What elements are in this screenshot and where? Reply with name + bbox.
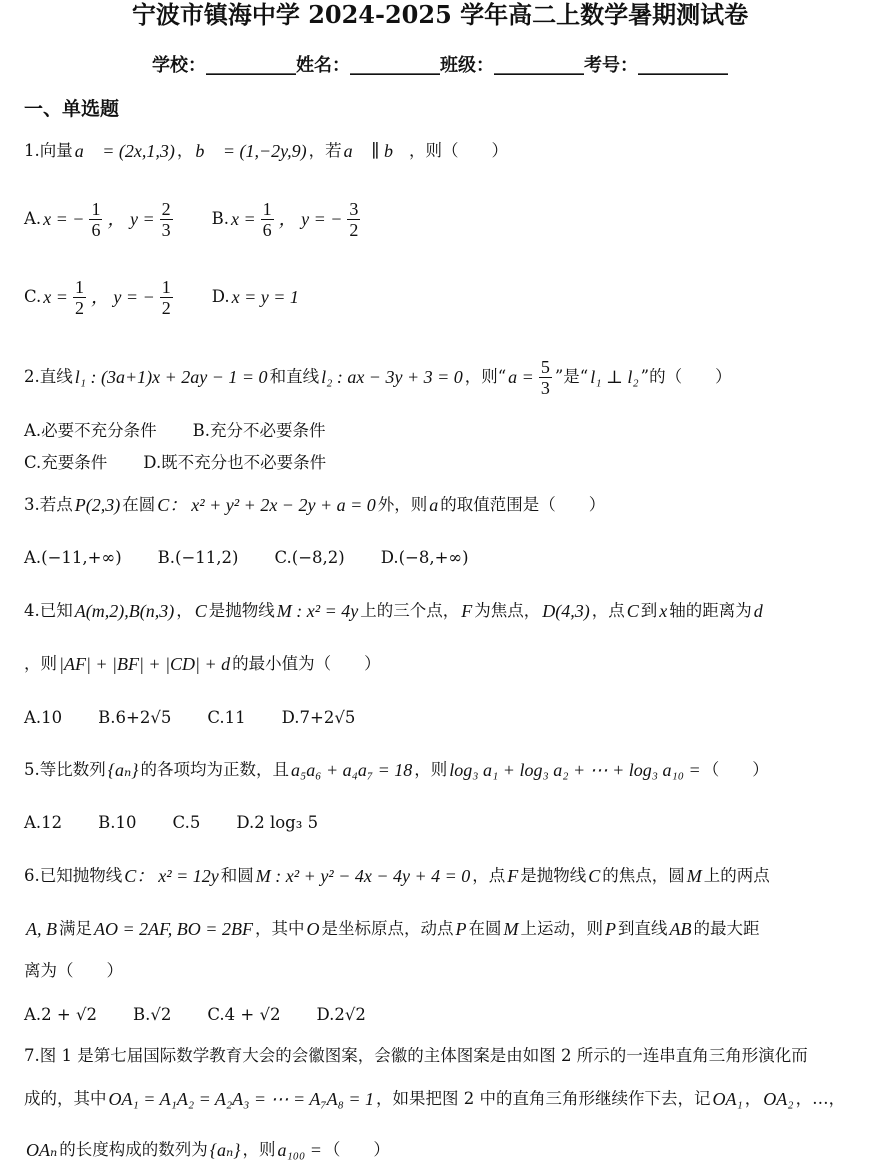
- q6-point-p: P: [455, 919, 467, 939]
- q6-s12: 的最大距: [693, 919, 760, 938]
- q6-parabola-c: C：: [124, 866, 155, 886]
- q1-b-frac2: [347, 199, 360, 240]
- q4-point-c2: C: [626, 601, 639, 621]
- q6-line-ab: AB: [669, 919, 692, 939]
- q4-option-a[interactable]: A.10: [24, 708, 63, 727]
- q3-tail2: 的取值范围是（ ）: [440, 495, 606, 514]
- q5-log-expr: log₃ a₁ + log₃ a₂ + ⋯ + log₃ a₁₀ =: [449, 760, 701, 780]
- q2-pre: ，则“: [464, 367, 507, 386]
- q2-option-a[interactable]: A.必要不充分条件: [24, 421, 157, 440]
- q1-vector-b: b⃗ = (1,−2y,9): [195, 141, 307, 161]
- q5-option-b[interactable]: B.10: [98, 813, 137, 832]
- q7-a100: a₁₀₀ =: [277, 1140, 322, 1160]
- question-3-stem: [24, 492, 856, 518]
- question-4-stem-line1: [24, 598, 856, 624]
- q6-s3: 是抛物线: [520, 866, 587, 885]
- q1-option-a-label: A.: [24, 209, 42, 228]
- q4-s7: 轴的距离为: [669, 601, 752, 620]
- q6-parabola-eq: x² = 12y: [158, 866, 219, 886]
- q3-point-p: P(2,3): [74, 495, 121, 515]
- exam-title: 宁波市镇海中学 2024-2025 学年高二上数学暑期测试卷: [131, 0, 749, 29]
- q2-option-c[interactable]: C.充要条件: [24, 453, 108, 472]
- q4-option-b[interactable]: B.6+2√5: [98, 708, 172, 727]
- q7-sep1: ，: [744, 1089, 762, 1108]
- q1-a-frac2: [160, 199, 173, 240]
- question-5-options: [24, 810, 856, 836]
- q7-oa1: OA₁: [712, 1089, 743, 1109]
- q6-s8: 是坐标原点，动点: [321, 919, 454, 938]
- q1-c-frac1-num: 1: [74, 276, 84, 297]
- q4-point-c: C: [194, 601, 207, 621]
- q1-a-frac1-den: 6: [91, 219, 101, 240]
- q1-b-frac1: [261, 199, 274, 240]
- q4-parabola: M : x² = 4y: [276, 601, 359, 621]
- q4-expr: |AF| + |BF| + |CD| + d: [59, 654, 231, 674]
- q7-l3-mid: 的长度构成的数列为: [59, 1140, 208, 1159]
- q4-focus: F: [461, 601, 473, 621]
- question-2-stem: [24, 354, 856, 400]
- q6-circle-m2: M: [503, 919, 519, 939]
- q6-option-a[interactable]: A.2 + √2: [24, 1005, 97, 1024]
- q2-line-l1: l₁ : (3a+1)x + 2ay − 1 = 0: [74, 367, 268, 387]
- q6-s11: 到直线: [617, 919, 668, 938]
- q6-circle-eq: M : x² + y² − 4x − 4y + 4 = 0: [255, 866, 471, 886]
- q2-option-b[interactable]: B.充分不必要条件: [192, 421, 326, 440]
- q4-s6: 到: [640, 601, 658, 620]
- q7-sequence: {aₙ}: [209, 1140, 241, 1160]
- q6-origin: O: [306, 919, 320, 939]
- q2-cond-a: a =: [508, 367, 534, 387]
- question-1-options-cd: [24, 274, 856, 320]
- q3-option-d[interactable]: D.(−8,+∞): [380, 548, 469, 567]
- q3-circle-c: C：: [157, 495, 188, 515]
- q2-cond-frac: [539, 357, 552, 398]
- q7-oan: OAₙ: [26, 1140, 58, 1160]
- q1-parallel-cond: a⃗ ∥ b⃗: [343, 141, 407, 161]
- q6-line3: 离为（ ）: [24, 961, 123, 980]
- q3-stem-text: 3.若点: [24, 495, 73, 514]
- q1-option-c-label: C.: [24, 287, 42, 306]
- student-info-line: 学校：__________姓名：__________班级：__________考号：__________: [152, 55, 728, 76]
- q6-point-p2: P: [604, 919, 616, 939]
- q4-s5: ，点: [591, 601, 625, 620]
- q5-condition: a₅a₆ + a₄a₇ = 18: [290, 760, 413, 780]
- q7-line1: 7.图 1 是第七届国际数学教育大会的会徽图案，会徽的主体图案是由如图 2 所示的一连串直角三角形演化而: [24, 1046, 808, 1065]
- q4-dist-d: d: [753, 601, 763, 621]
- q1-sep: ，: [176, 141, 194, 160]
- q1-c-y: ， y = −: [90, 287, 155, 307]
- q6-option-c[interactable]: C.4 + √2: [207, 1005, 281, 1024]
- q1-c-frac2-den: 2: [161, 297, 171, 318]
- q6-circle-m: M: [686, 866, 702, 886]
- q6-s7: ，其中: [254, 919, 305, 938]
- q4-line2-post: 的最小值为（ ）: [232, 654, 381, 673]
- q5-s2: ，则: [414, 760, 448, 779]
- q5-s1: 的各项均为正数，且: [140, 760, 289, 779]
- q1-option-a[interactable]: [24, 199, 176, 240]
- question-6-options: [24, 1002, 856, 1028]
- q1-vector-a: a⃗ = (2x,1,3): [74, 141, 175, 161]
- q6-vector-cond: AO = 2AF, BO = 2BF: [94, 919, 253, 939]
- q7-length-eq: OA₁ = A₁A₂ = A₂A₃ = ⋯ = A₇A₈ = 1: [108, 1089, 375, 1109]
- q2-cond-num: 5: [540, 356, 550, 377]
- q4-s4: 为焦点，: [474, 601, 541, 620]
- q1-c-frac2-num: 1: [161, 276, 171, 297]
- question-4-stem-line2: [24, 651, 856, 677]
- q1-a-frac2-num: 2: [161, 198, 171, 219]
- q1-tail: ，则（ ）: [408, 141, 508, 160]
- q1-b-frac2-den: 2: [349, 219, 359, 240]
- q5-sequence: {aₙ}: [107, 760, 139, 780]
- q7-l3-post: ，则: [242, 1140, 276, 1159]
- q4-option-c[interactable]: C.11: [207, 708, 246, 727]
- q4-line2-pre: ，则: [24, 654, 57, 673]
- q1-a-frac1-num: 1: [91, 198, 101, 219]
- q6-focus: F: [507, 866, 519, 886]
- q6-s5: 上的两点: [703, 866, 770, 885]
- q5-option-c[interactable]: C.5: [172, 813, 201, 832]
- q1-a-x: x = −: [43, 209, 85, 229]
- q1-option-b-label: B.: [211, 209, 229, 228]
- q4-s3: 上的三个点，: [360, 601, 460, 620]
- q6-s9: 在圆: [468, 919, 502, 938]
- q6-s2: ，点: [472, 866, 506, 885]
- q1-c-frac2: [160, 277, 173, 318]
- question-1-stem: [24, 138, 856, 164]
- q1-a-frac2-den: 3: [161, 219, 171, 240]
- q6-option-b[interactable]: B.√2: [133, 1005, 172, 1024]
- q3-mid: 在圆: [122, 495, 156, 514]
- q2-post: ”是“: [554, 367, 589, 386]
- q1-option-d[interactable]: [212, 284, 301, 310]
- q3-option-a[interactable]: A.(−11,+∞): [24, 548, 122, 567]
- q7-l2-mid: ，如果把图 2 中的直角三角形继续作下去，记: [376, 1089, 711, 1108]
- q1-b-x: x =: [230, 209, 256, 229]
- q1-a-frac1: [89, 199, 102, 240]
- question-6-stem-line3: [24, 958, 856, 984]
- q1-b-y: ， y = −: [278, 209, 343, 229]
- question-7-stem-line3: [24, 1137, 856, 1163]
- question-2-options-cd: [24, 450, 856, 476]
- q1-d-expr: x = y = 1: [231, 287, 299, 307]
- q1-option-c[interactable]: [24, 277, 176, 318]
- question-3-options: [24, 545, 856, 571]
- q2-stem-text: 2.直线: [24, 367, 73, 386]
- q6-s10: 上运动，则: [520, 919, 603, 938]
- q6-s1: 和圆: [220, 866, 254, 885]
- q1-option-b[interactable]: [212, 199, 364, 240]
- q2-line-l2: l₂ : ax − 3y + 3 = 0: [321, 367, 463, 387]
- question-1-options-ab: [24, 196, 856, 242]
- q2-option-d[interactable]: D.既不充分也不必要条件: [143, 453, 327, 472]
- q4-option-d[interactable]: D.7+2√5: [281, 708, 356, 727]
- q2-mid: 和直线: [269, 367, 320, 386]
- question-7-stem-line1: [24, 1043, 856, 1069]
- section-heading: 一、单选题: [24, 98, 120, 120]
- question-6-stem-line1: [24, 863, 856, 889]
- q4-s2: 是抛物线: [208, 601, 275, 620]
- q1-c-x: x =: [43, 287, 68, 307]
- q1-c-frac1-den: 2: [74, 297, 84, 318]
- q3-circle-eq: x² + y² + 2x − 2y + a = 0: [191, 495, 376, 515]
- q7-dots: ，…，: [795, 1089, 846, 1108]
- q5-tail: （ ）: [702, 760, 769, 779]
- q1-option-d-label: D.: [211, 287, 230, 306]
- q5-option-d[interactable]: D.2 log₃ 5: [236, 813, 319, 832]
- q7-oa2: OA₂: [763, 1089, 794, 1109]
- q6-points-ab: A, B: [26, 919, 57, 939]
- q6-option-d[interactable]: D.2√2: [316, 1005, 366, 1024]
- question-4-options: [24, 705, 856, 731]
- q3-tail1: 外，则: [377, 495, 428, 514]
- q6-parabola-c2: C: [588, 866, 601, 886]
- question-6-stem-line2: [24, 916, 856, 942]
- q7-tail: （ ）: [323, 1140, 390, 1159]
- q5-option-a[interactable]: A.12: [24, 813, 63, 832]
- q6-s4: 的焦点，圆: [602, 866, 685, 885]
- q4-stem-text: 4.已知: [24, 601, 73, 620]
- q2-perp: l₁ ⊥ l₂: [590, 367, 639, 387]
- q2-tail: ”的（ ）: [640, 367, 732, 386]
- q6-s6: 满足: [59, 919, 92, 938]
- q1-b-frac1-num: 1: [262, 198, 272, 219]
- q4-point-d: D(4,3): [542, 601, 590, 621]
- question-5-stem: [24, 757, 856, 783]
- question-2-options-ab: [24, 418, 856, 444]
- q3-var-a: a: [429, 495, 439, 515]
- q5-stem-text: 5.等比数列: [24, 760, 106, 779]
- q2-cond-den: 3: [540, 377, 550, 398]
- question-7-stem-line2: [24, 1086, 856, 1112]
- q1-stem-text: 1.向量: [24, 141, 73, 160]
- q1-a-y: ， y =: [107, 209, 155, 229]
- q1-b-frac1-den: 6: [262, 219, 272, 240]
- q4-points: A(m,2),B(n,3): [74, 601, 175, 621]
- q1-c-frac1: [73, 277, 86, 318]
- q1-cond-pre: ，若: [308, 141, 342, 160]
- q6-stem-text: 6.已知抛物线: [24, 866, 123, 885]
- q3-option-c[interactable]: C.(−8,2): [274, 548, 345, 567]
- q4-x-axis: x: [659, 601, 668, 621]
- q3-option-b[interactable]: B.(−11,2): [157, 548, 239, 567]
- q4-s1: ，: [176, 601, 193, 620]
- q7-l2-pre: 成的，其中: [24, 1089, 107, 1108]
- q1-b-frac2-num: 3: [349, 198, 359, 219]
